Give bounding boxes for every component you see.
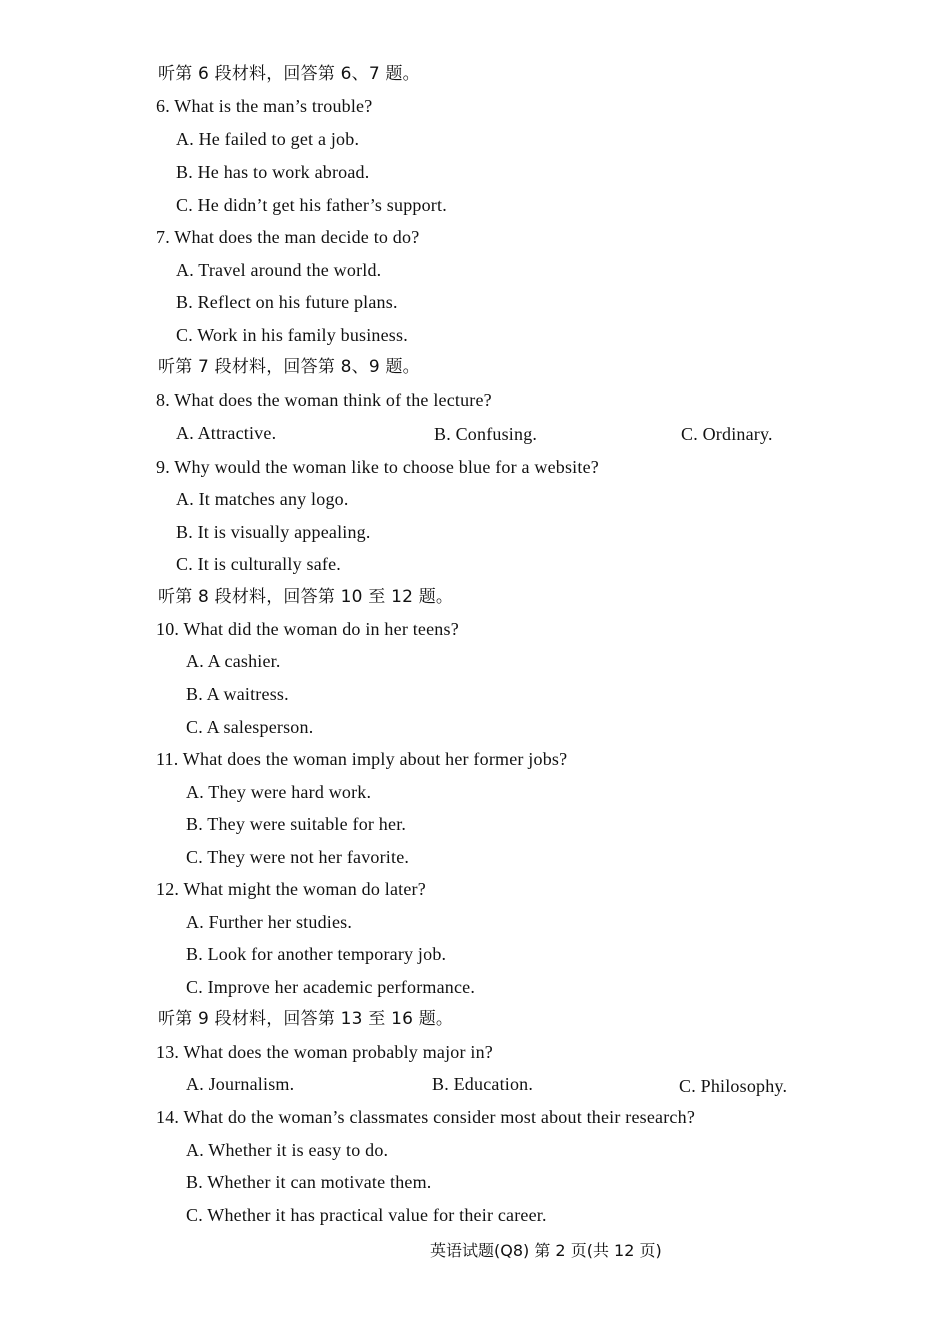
question-option: A. Further her studies. [186, 912, 353, 932]
question-option: B. Confusing. [434, 424, 538, 444]
question-option: B. They were suitable for her. [186, 814, 407, 834]
section-heading: 听第 9 段材料，回答第 13 至 16 题。 [158, 1009, 454, 1029]
question-option: A. Journalism. [186, 1074, 295, 1094]
page-footer: 英语试题(Q8) 第 2 页(共 12 页) [430, 1241, 662, 1260]
question-option: A. Attractive. [176, 423, 277, 443]
section-heading: 听第 6 段材料，回答第 6、7 题。 [158, 64, 420, 84]
question-option: C. Ordinary. [681, 424, 773, 444]
section-heading: 听第 8 段材料，回答第 10 至 12 题。 [158, 587, 454, 607]
question-option: B. It is visually appealing. [176, 522, 371, 542]
question-option: C. A salesperson. [186, 717, 314, 737]
question-option: C. Improve her academic performance. [186, 977, 476, 997]
question-option: C. It is culturally safe. [176, 554, 341, 574]
question-option: B. A waitress. [186, 684, 289, 704]
question-stem: 11. What does the woman imply about her former jobs? [156, 749, 568, 769]
question-option: A. It matches any logo. [176, 489, 349, 509]
question-option: C. Philosophy. [679, 1076, 788, 1096]
question-option: C. They were not her favorite. [186, 847, 410, 867]
question-option: A. A cashier. [186, 651, 281, 671]
question-option: B. He has to work abroad. [176, 162, 370, 182]
question-stem: 14. What do the woman’s classmates consider most about their research? [156, 1107, 696, 1127]
question-option: B. Reflect on his future plans. [176, 292, 398, 312]
question-option: B. Whether it can motivate them. [186, 1172, 432, 1192]
question-stem: 13. What does the woman probably major in? [156, 1042, 493, 1062]
question-option: A. They were hard work. [186, 782, 372, 802]
question-option: C. Whether it has practical value for their career. [186, 1205, 547, 1225]
question-option: A. Whether it is easy to do. [186, 1140, 389, 1160]
question-option: C. Work in his family business. [176, 325, 408, 345]
question-option: B. Education. [432, 1074, 534, 1094]
question-stem: 12. What might the woman do later? [156, 879, 426, 899]
question-option: C. He didn’t get his father’s support. [176, 195, 447, 215]
question-stem: 10. What did the woman do in her teens? [156, 619, 459, 639]
question-option: A. Travel around the world. [176, 260, 382, 280]
question-stem: 7. What does the man decide to do? [156, 227, 420, 247]
question-stem: 6. What is the man’s trouble? [156, 96, 373, 116]
question-stem: 8. What does the woman think of the lecture? [156, 390, 492, 410]
question-stem: 9. Why would the woman like to choose blue for a website? [156, 457, 599, 477]
section-heading: 听第 7 段材料，回答第 8、9 题。 [158, 357, 420, 377]
question-option: B. Look for another temporary job. [186, 944, 447, 964]
question-option: A. He failed to get a job. [176, 129, 360, 149]
